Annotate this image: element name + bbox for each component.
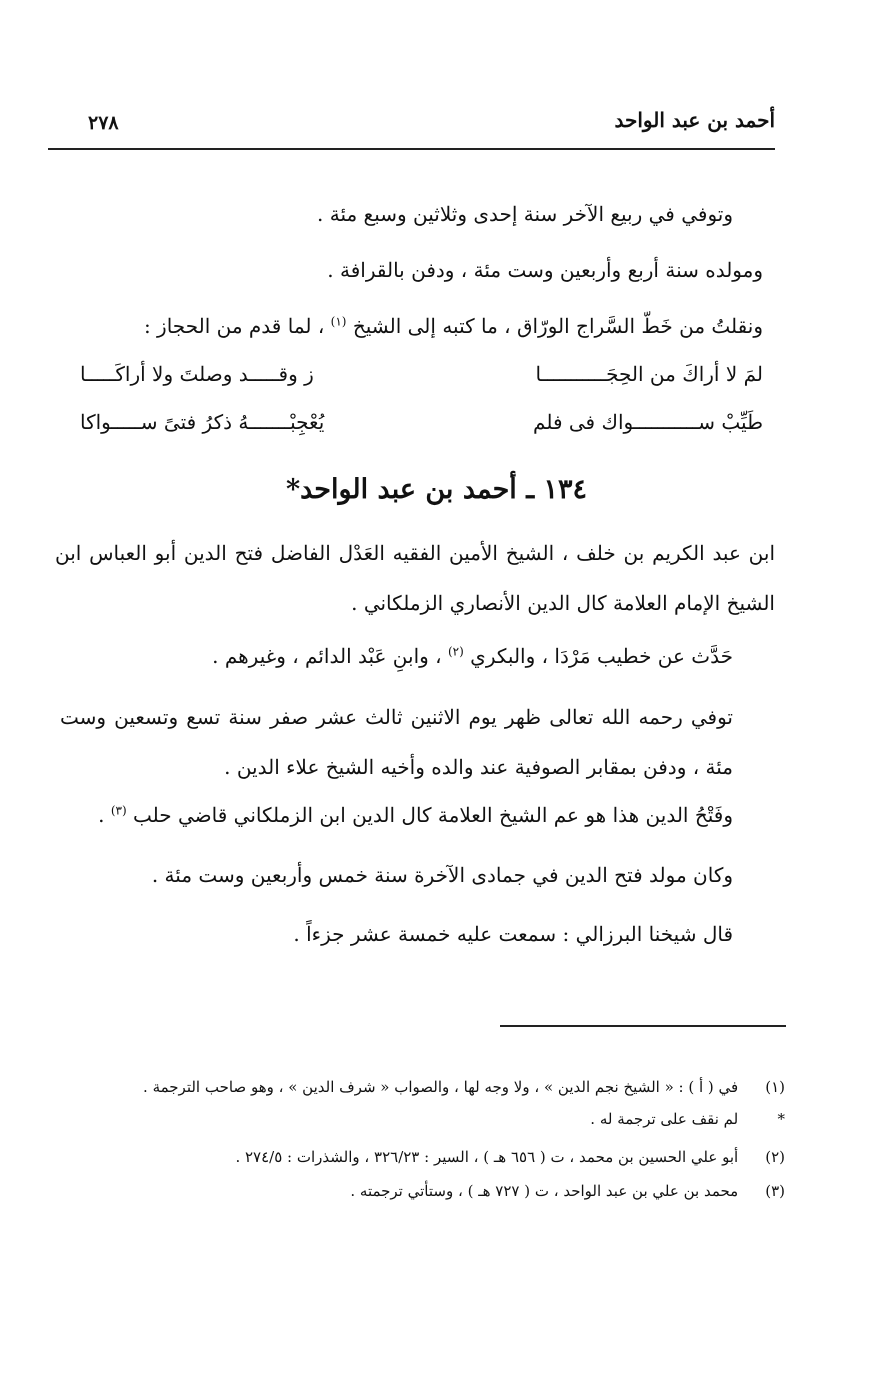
footnote-1-mark: (١) <box>765 1078 785 1096</box>
entry-birth: وكان مولد فتح الدين في جمادى الآخرة سنة خمس وأربعين وست مئة . <box>151 863 733 887</box>
footnote-star <box>590 1110 785 1128</box>
page-number: ٢٧٨ <box>88 112 119 134</box>
teachers-text-end: ، وابنِ عَبْد الدائم ، وغيرهم . <box>212 644 442 668</box>
footnote-star-mark: * <box>777 1110 785 1128</box>
entry-heading: ١٣٤ ـ أحمد بن عبد الواحد* <box>285 474 588 505</box>
running-title: أحمد بن عبد الواحد <box>614 108 775 132</box>
footnote-1 <box>143 1078 785 1096</box>
verse-line-2 <box>80 410 763 458</box>
teachers-text: حَدَّث عن خطيب مَرْدَا ، والبكري <box>470 644 733 668</box>
verse-2-second-hemistich: يُعْجِبْـــــــهُ ذكرُ فتىً ســـــواكا <box>80 410 325 434</box>
quote-intro-text: ونقلتُ من خَطّ السَّراج الورّاق ، ما كتبه إلى الشيخ <box>352 314 763 338</box>
footnote-2-text: أبو علي الحسين بن محمد ، ت ( ٦٥٦ هـ ) ، السير : ٣٢٦/٢٣ ، والشذرات : ٢٧٤/٥ . <box>235 1148 739 1166</box>
uncle-text: وفَتْحُ الدين هذا هو عم الشيخ العلامة كال الدين ابن الزملكاني قاضي حلب <box>133 803 733 827</box>
death-line: وتوفي في ربيع الآخر سنة إحدى وثلاثين وسبع مئة . <box>317 202 733 226</box>
footnote-3 <box>350 1182 785 1200</box>
footnote-divider <box>500 1025 786 1027</box>
uncle-text-end: . <box>98 803 105 827</box>
birth-line: ومولده سنة أربع وأربعين وست مئة ، ودفن بالقرافة . <box>327 258 763 282</box>
footnote-2 <box>235 1148 785 1166</box>
entry-lineage: ابن عبد الكريم بن خلف ، الشيخ الأمين الفقيه العَدْل الفاضل فتح الدين أبو العباس ابن الشيخ الإمام العلامة كال الدين الأنصاري الزملكاني . <box>55 541 775 615</box>
footnote-3-text: محمد بن علي بن عبد الواحد ، ت ( ٧٢٧ هـ ) ، وستأتي ترجمته . <box>350 1182 739 1200</box>
entry-barzali: قال شيخنا البرزالي : سمعت عليه خمسة عشر جزءاً . <box>293 922 733 946</box>
footnote-ref-2: (٢) <box>447 644 464 659</box>
running-header <box>48 108 775 150</box>
verse-2-first-hemistich: طَيِّبْ ســـــــــــواك فى فلم <box>533 410 763 434</box>
entry-death: توفي رحمه الله تعالى ظهر يوم الاثنين ثالث عشر صفر سنة تسع وتسعين وست مئة ، ودفن بمقابر الصوفية عند والده وأخيه الشيخ علاء الدين . <box>60 705 733 779</box>
entry-uncle <box>98 785 733 845</box>
verse-line-1 <box>80 362 763 410</box>
footnote-ref-3: (٣) <box>110 803 127 818</box>
quote-intro-text-end: ، لما قدم من الحجاز : <box>143 314 325 338</box>
footnote-star-text: لم نقف على ترجمة له . <box>590 1110 739 1128</box>
quote-intro <box>144 296 763 356</box>
verse-1-second-hemistich: ز وقـــــد وصلتَ ولا أراكَـــــا <box>80 362 314 386</box>
verse-1-first-hemistich: لمَ لا أراكَ من الحِجَـــــــــــا <box>535 362 763 386</box>
footnote-ref-1: (١) <box>330 314 347 329</box>
footnote-1-text: في ( أ ) : « الشيخ نجم الدين » ، ولا وجه لها ، والصواب « شرف الدين » ، وهو صاحب الترجمة . <box>143 1078 739 1096</box>
footnote-3-mark: (٣) <box>765 1182 785 1200</box>
entry-teachers <box>212 626 733 686</box>
footnote-2-mark: (٢) <box>765 1148 785 1166</box>
